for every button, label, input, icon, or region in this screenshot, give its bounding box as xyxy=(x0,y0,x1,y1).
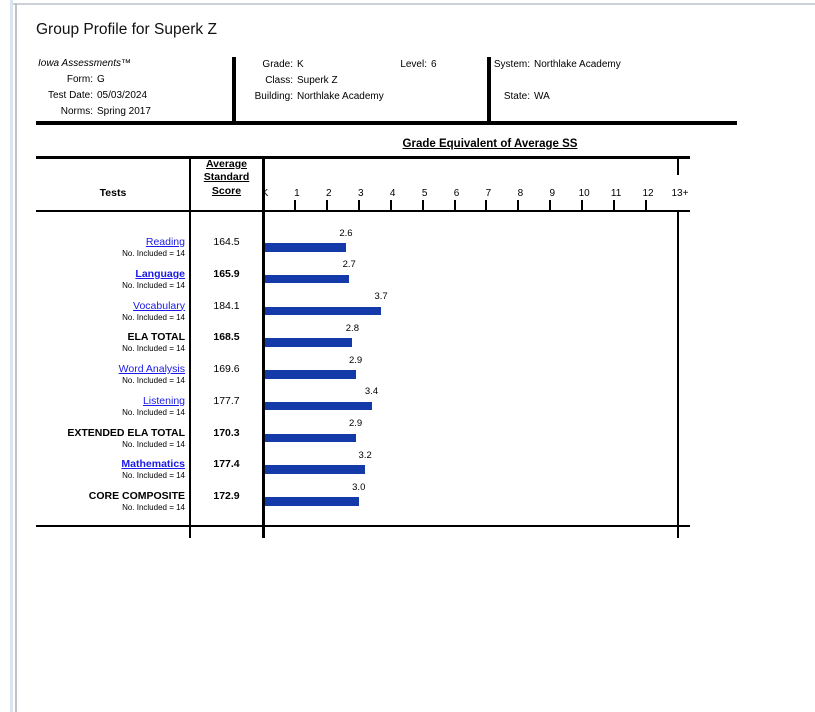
axis-tick-label: 5 xyxy=(421,188,428,199)
grade-label: Grade: xyxy=(262,59,293,70)
axis-tick-label: 1 xyxy=(294,188,300,199)
average-standard-score-value: 164.5 xyxy=(213,236,240,248)
system-value: Northlake Academy xyxy=(534,59,621,70)
header-left-block xyxy=(36,56,151,120)
axis-tick-label: 11 xyxy=(610,188,622,199)
n-included-label: No. Included = 14 xyxy=(122,280,185,290)
score-header-line-1: Average xyxy=(205,158,248,170)
grade-equivalent-value-label: 2.6 xyxy=(339,227,353,239)
n-included-label: No. Included = 14 xyxy=(122,312,185,322)
n-included-label: No. Included = 14 xyxy=(122,376,185,385)
average-standard-score-value: 177.4 xyxy=(213,458,240,471)
grade-equivalent-value-label: 3.7 xyxy=(374,291,388,302)
test-row xyxy=(36,420,690,452)
average-standard-score-value: 177.7 xyxy=(213,394,240,407)
test-name-link[interactable]: Language xyxy=(135,267,185,280)
average-standard-score-value: 170.3 xyxy=(213,426,240,439)
axis-tick-mark xyxy=(485,200,487,211)
axis-tick-label: 12 xyxy=(642,188,654,199)
average-standard-score-value: 169.6 xyxy=(213,363,240,375)
test-name-link[interactable]: Vocabulary xyxy=(133,299,185,312)
average-standard-score-value: 165.9 xyxy=(213,267,240,280)
axis-tick-mark xyxy=(326,200,328,211)
table-header-rule xyxy=(36,210,690,212)
axis-tick-label: 3 xyxy=(357,188,364,199)
average-standard-score-value: 184.1 xyxy=(213,299,240,312)
chart-title: Grade Equivalent of Average SS xyxy=(402,138,578,150)
axis-tick-mark xyxy=(294,200,296,211)
grade-equivalent-bar xyxy=(265,465,366,474)
system-label: System: xyxy=(493,59,530,70)
axis-tick-mark xyxy=(390,200,392,211)
axis-tick-mark xyxy=(645,200,647,211)
test-name-link[interactable]: Reading xyxy=(145,236,185,248)
test-date-label: Test Date: xyxy=(47,90,93,101)
axis-tick-label: 9 xyxy=(549,188,556,199)
form-value: G xyxy=(97,74,105,85)
level-value: 6 xyxy=(431,59,437,70)
axis-tick-label: 6 xyxy=(453,188,460,199)
test-date-value: 05/03/2024 xyxy=(97,90,148,101)
test-name-link[interactable]: Mathematics xyxy=(121,458,185,471)
level-field xyxy=(385,57,437,73)
average-standard-score-value: 168.5 xyxy=(213,331,240,344)
n-included-label: No. Included = 14 xyxy=(122,344,185,354)
header-right-block xyxy=(470,57,621,105)
test-name-link[interactable]: Word Analysis xyxy=(118,363,185,375)
test-name-link[interactable]: Listening xyxy=(142,394,185,407)
test-name xyxy=(36,427,185,439)
grade-equivalent-bar xyxy=(265,275,350,284)
grade-equivalent-bar xyxy=(265,307,382,316)
product-name: Iowa Assessments™ xyxy=(38,58,131,69)
grade-equivalent-bar xyxy=(265,370,356,379)
n-included-label: No. Included = 14 xyxy=(122,503,185,512)
test-name xyxy=(36,268,185,280)
test-name xyxy=(36,331,185,343)
axis-tick-label: K xyxy=(261,188,269,199)
class-label: Class: xyxy=(265,75,293,86)
test-name xyxy=(36,395,185,407)
header-thick-rule xyxy=(36,121,737,126)
axis-tick-label: 8 xyxy=(517,188,524,199)
tests-column-header: Tests xyxy=(99,187,127,199)
n-included-label: No. Included = 14 xyxy=(122,471,185,481)
class-value: Superk Z xyxy=(297,75,338,86)
grade-equivalent-value-label: 2.7 xyxy=(342,259,356,271)
window-border-left xyxy=(15,3,17,712)
test-name xyxy=(36,236,185,248)
axis-tick-mark xyxy=(581,200,583,211)
test-row xyxy=(36,354,690,389)
grade-equivalent-bar xyxy=(265,402,372,411)
test-row xyxy=(36,261,690,293)
grade-equivalent-value-label: 2.9 xyxy=(348,418,363,429)
n-included-label: No. Included = 14 xyxy=(122,407,185,417)
window-border-top xyxy=(12,3,815,5)
test-name-text: ELA TOTAL xyxy=(127,331,185,344)
axis-tick-label: 7 xyxy=(485,188,492,199)
window-border-left-highlight xyxy=(10,0,13,712)
score-header-line-3: Score xyxy=(211,184,242,197)
n-included-label: No. Included = 14 xyxy=(122,439,185,449)
test-name xyxy=(36,458,185,470)
test-name xyxy=(36,363,185,375)
page-title: Group Profile for Superk Z xyxy=(36,21,217,38)
test-row xyxy=(36,449,690,484)
axis-tick-label: 13+ xyxy=(671,188,689,199)
test-row xyxy=(36,388,690,420)
header-middle-block xyxy=(238,57,384,105)
grade-equivalent-value-label: 3.2 xyxy=(358,449,372,461)
norms-label: Norms: xyxy=(60,106,93,117)
score-header-line-2: Standard xyxy=(203,171,250,184)
table-bottom-rule xyxy=(36,525,690,527)
n-included-label: No. Included = 14 xyxy=(122,249,185,258)
axis-right-top-tick xyxy=(677,156,679,175)
grade-value: K xyxy=(297,59,304,70)
test-row xyxy=(36,293,690,325)
test-name-text: CORE COMPOSITE xyxy=(88,490,185,502)
test-row xyxy=(36,227,690,262)
axis-tick-mark xyxy=(549,200,551,211)
table-top-rule xyxy=(36,156,690,159)
axis-tick-mark xyxy=(517,200,519,211)
axis-tick-mark xyxy=(454,200,456,211)
average-standard-score-value: 172.9 xyxy=(213,490,240,502)
grade-equivalent-value-label: 3.4 xyxy=(364,386,379,398)
test-name-text: EXTENDED ELA TOTAL xyxy=(67,426,185,439)
grade-equivalent-value-label: 2.9 xyxy=(348,354,363,366)
norms-value: Spring 2017 xyxy=(97,106,151,117)
test-name xyxy=(36,300,185,312)
building-label: Building: xyxy=(254,91,293,102)
grade-equivalent-value-label: 2.8 xyxy=(345,322,359,334)
test-row xyxy=(36,322,690,357)
header-divider-1 xyxy=(232,57,236,121)
test-name xyxy=(36,490,185,502)
axis-tick-mark xyxy=(422,200,424,211)
grade-equivalent-bar xyxy=(265,243,346,252)
axis-tick-label: 10 xyxy=(578,188,590,199)
axis-tick-mark xyxy=(613,200,615,211)
state-label: State: xyxy=(503,91,530,102)
grade-equivalent-bar xyxy=(265,338,353,347)
grade-equivalent-bar xyxy=(265,497,359,506)
axis-tick-mark xyxy=(358,200,360,211)
grade-equivalent-value-label: 3.0 xyxy=(352,481,366,493)
level-label: Level: xyxy=(400,59,427,70)
building-value: Northlake Academy xyxy=(297,91,384,102)
test-row xyxy=(36,481,690,516)
axis-tick-label: 2 xyxy=(326,188,332,199)
grade-equivalent-bar xyxy=(265,434,356,443)
state-value: WA xyxy=(534,91,550,102)
form-label: Form: xyxy=(66,74,93,85)
axis-tick-label: 4 xyxy=(389,188,396,199)
